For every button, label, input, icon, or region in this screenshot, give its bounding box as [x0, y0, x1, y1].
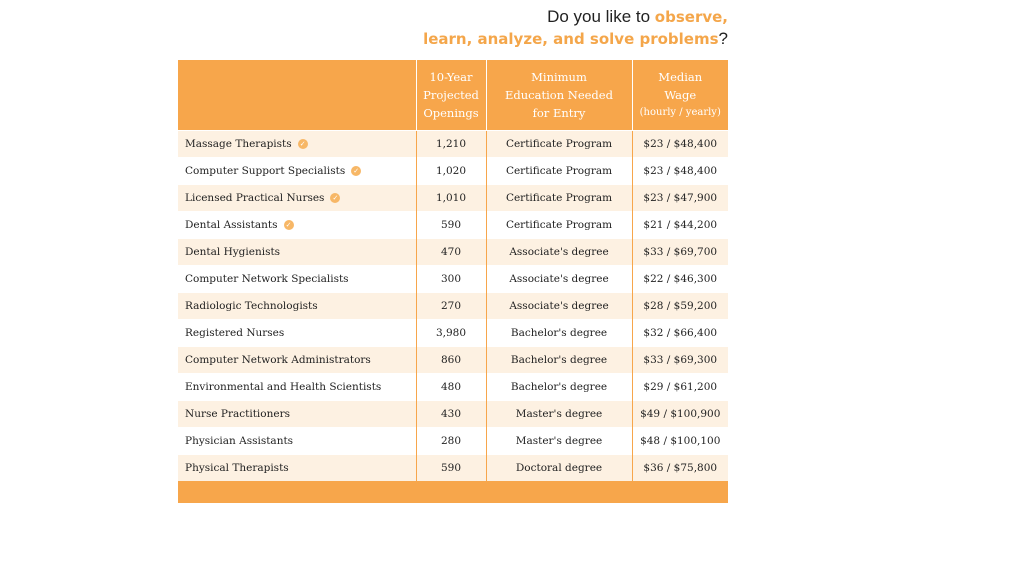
table-row	[178, 185, 728, 212]
cell-wage: $48 / $100,100	[632, 428, 728, 455]
cell-wage: $23 / $47,900	[632, 185, 728, 212]
cell-education: Certificate Program	[486, 131, 632, 158]
cell-openings: 270	[416, 293, 486, 320]
table-row	[178, 347, 728, 374]
cell-education: Associate's degree	[486, 293, 632, 320]
occupation-name: Licensed Practical Nurses	[185, 192, 325, 204]
occupation-name: Registered Nurses	[185, 327, 285, 339]
occupation-name: Environmental and Health Scientists	[185, 381, 382, 393]
occupation-name: Computer Network Specialists	[185, 273, 349, 285]
table-row	[178, 320, 728, 347]
headline	[423, 6, 728, 50]
cell-education: Master's degree	[486, 428, 632, 455]
cell-openings: 470	[416, 239, 486, 266]
table-row	[178, 374, 728, 401]
check-circle-icon: ✓	[351, 166, 361, 176]
headline-text: Do you like to	[547, 7, 655, 26]
check-circle-icon: ✓	[284, 220, 294, 230]
occupation-name: Dental Assistants	[185, 219, 278, 231]
cell-wage: $33 / $69,300	[632, 347, 728, 374]
cell-wage: $49 / $100,900	[632, 401, 728, 428]
cell-wage: $28 / $59,200	[632, 293, 728, 320]
occupation-name: Computer Support Specialists	[185, 165, 346, 177]
header-openings: 10-Year Projected Openings	[416, 60, 486, 131]
check-circle-icon: ✓	[330, 193, 340, 203]
cell-wage: $36 / $75,800	[632, 455, 728, 482]
cell-education: Certificate Program	[486, 158, 632, 185]
table-row	[178, 212, 728, 239]
occupation-name: Physical Therapists	[185, 462, 289, 474]
cell-openings: 590	[416, 455, 486, 482]
table-footer-bar	[178, 485, 728, 503]
headline-accent-text: observe,	[654, 8, 728, 26]
headline-question-mark: ?	[718, 29, 728, 48]
cell-wage: $23 / $48,400	[632, 131, 728, 158]
header-education: Minimum Education Needed for Entry	[486, 60, 632, 131]
occupation-name: Physician Assistants	[185, 435, 294, 447]
cell-wage: $23 / $48,400	[632, 158, 728, 185]
header-occupation	[178, 60, 416, 131]
cell-occupation	[178, 158, 416, 185]
cell-openings: 480	[416, 374, 486, 401]
cell-occupation	[178, 347, 416, 374]
cell-occupation	[178, 428, 416, 455]
cell-occupation	[178, 185, 416, 212]
table-row	[178, 266, 728, 293]
cell-wage: $29 / $61,200	[632, 374, 728, 401]
table-row	[178, 131, 728, 158]
table-row	[178, 428, 728, 455]
table-header-row	[178, 60, 728, 131]
cell-openings: 280	[416, 428, 486, 455]
cell-occupation	[178, 212, 416, 239]
cell-openings: 3,980	[416, 320, 486, 347]
cell-education: Bachelor's degree	[486, 374, 632, 401]
cell-occupation	[178, 401, 416, 428]
cell-occupation	[178, 374, 416, 401]
cell-openings: 1,210	[416, 131, 486, 158]
cell-openings: 590	[416, 212, 486, 239]
cell-openings: 1,020	[416, 158, 486, 185]
occupations-table-container	[178, 60, 728, 503]
cell-wage: $21 / $44,200	[632, 212, 728, 239]
cell-education: Certificate Program	[486, 212, 632, 239]
table-row	[178, 239, 728, 266]
cell-education: Certificate Program	[486, 185, 632, 212]
table-row	[178, 401, 728, 428]
cell-education: Bachelor's degree	[486, 320, 632, 347]
headline-line-2	[423, 28, 728, 50]
table-row	[178, 293, 728, 320]
cell-openings: 300	[416, 266, 486, 293]
table-body	[178, 131, 728, 482]
cell-wage: $22 / $46,300	[632, 266, 728, 293]
table-row	[178, 158, 728, 185]
occupation-name: Radiologic Technologists	[185, 300, 318, 312]
headline-line-1	[423, 6, 728, 28]
cell-education: Master's degree	[486, 401, 632, 428]
cell-education: Doctoral degree	[486, 455, 632, 482]
cell-occupation	[178, 131, 416, 158]
cell-education: Associate's degree	[486, 239, 632, 266]
table-row	[178, 455, 728, 482]
cell-occupation	[178, 455, 416, 482]
cell-occupation	[178, 266, 416, 293]
cell-occupation	[178, 293, 416, 320]
header-wage: Median Wage (hourly / yearly)	[632, 60, 728, 131]
cell-education: Bachelor's degree	[486, 347, 632, 374]
check-circle-icon: ✓	[298, 139, 308, 149]
occupation-name: Dental Hygienists	[185, 246, 281, 258]
occupation-name: Computer Network Administrators	[185, 354, 371, 366]
occupations-table	[178, 60, 728, 481]
cell-occupation	[178, 239, 416, 266]
cell-openings: 430	[416, 401, 486, 428]
cell-openings: 1,010	[416, 185, 486, 212]
cell-wage: $33 / $69,700	[632, 239, 728, 266]
headline-accent-text: learn, analyze, and solve problems	[423, 30, 719, 48]
occupation-name: Nurse Practitioners	[185, 408, 290, 420]
cell-occupation	[178, 320, 416, 347]
occupation-name: Massage Therapists	[185, 138, 292, 150]
cell-education: Associate's degree	[486, 266, 632, 293]
cell-openings: 860	[416, 347, 486, 374]
cell-wage: $32 / $66,400	[632, 320, 728, 347]
